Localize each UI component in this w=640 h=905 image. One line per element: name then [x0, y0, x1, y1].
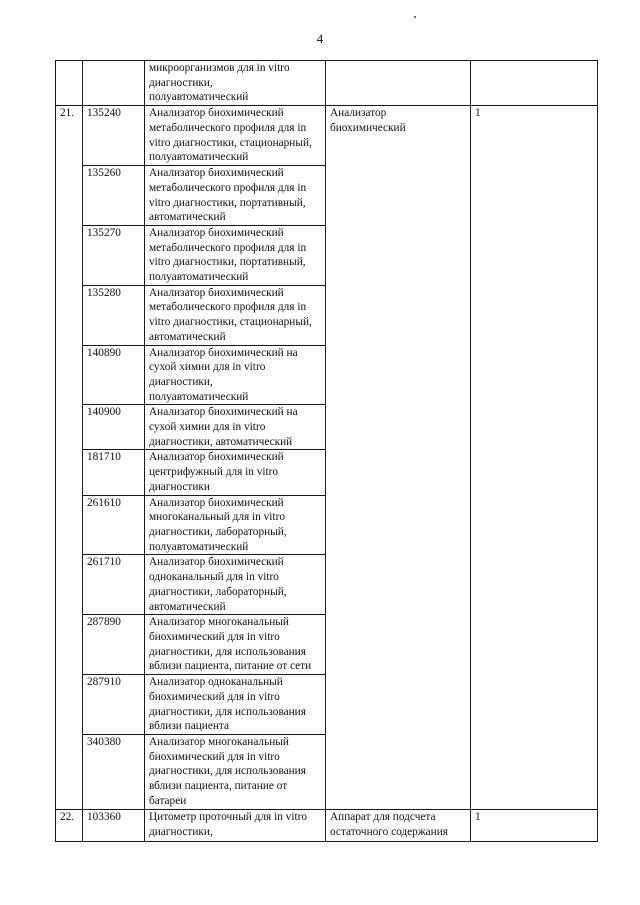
item-name: Анализатор биохимический одноканальный для in vitro диагностики, лабораторный, автоматический: [149, 556, 287, 613]
item-code: 261710: [87, 556, 121, 569]
item-name: Цитометр проточный для in vitro диагностики,: [149, 811, 308, 838]
item-code: 140890: [87, 346, 121, 359]
group-cell: [326, 61, 471, 106]
scan-speck: [414, 16, 416, 18]
name-cell: [145, 285, 326, 345]
quantity: 1: [475, 107, 481, 120]
code-cell: [83, 166, 145, 226]
item-code: 181710: [87, 451, 121, 464]
name-cell: [145, 450, 326, 495]
equipment-table: [55, 60, 598, 842]
name-cell: [145, 61, 326, 106]
name-cell: [145, 345, 326, 405]
qty-cell: [471, 106, 598, 810]
item-code: 287910: [87, 676, 121, 689]
item-name: Анализатор биохимический метаболического профиля для in vitro диагностики, портативный, автоматический: [149, 167, 307, 224]
group-cell: [326, 106, 471, 810]
name-cell: [145, 225, 326, 285]
table-row-continuation: [56, 61, 598, 106]
name-cell: [145, 615, 326, 675]
row-number: 21.: [60, 107, 75, 120]
code-cell: [83, 615, 145, 675]
code-cell: [83, 555, 145, 615]
code-cell: [83, 285, 145, 345]
item-name: Анализатор биохимический многоканальный для in vitro диагностики, лабораторный, полуавтоматический: [149, 496, 287, 553]
group-name: Анализатор биохимический: [330, 107, 406, 134]
qty-cell: [471, 61, 598, 106]
group-cell: [326, 810, 471, 842]
item-name: Анализатор биохимический метаболического профиля для in vitro диагностики, портативный, полуавтоматический: [149, 226, 307, 284]
item-name: Анализатор биохимический на сухой химии для in vitro диагностики, полуавтоматический: [149, 346, 298, 403]
code-cell: [83, 345, 145, 405]
item-code: 340380: [87, 736, 121, 749]
code-cell: [83, 61, 145, 106]
item-name: Анализатор биохимический метаболического профиля для in vitro диагностики, стационарный, полуавтоматический: [149, 107, 312, 164]
code-cell: [83, 810, 145, 842]
name-cell: [145, 810, 326, 842]
item-code: 287890: [87, 616, 121, 629]
name-text: микроорганизмов для in vitro диагностики, полуавтоматический: [149, 62, 290, 104]
name-cell: [145, 675, 326, 735]
code-cell: [83, 495, 145, 555]
page-number: 4: [316, 31, 324, 46]
code-cell: [83, 106, 145, 166]
code-cell: [83, 225, 145, 285]
name-cell: [145, 735, 326, 810]
table-row: [56, 810, 598, 842]
name-cell: [145, 106, 326, 166]
item-code: 135280: [87, 286, 121, 299]
name-cell: [145, 166, 326, 226]
name-cell: [145, 555, 326, 615]
item-code: 135240: [87, 107, 121, 120]
item-name: Анализатор многоканальный биохимический для in vitro диагностики, для использования вблизи пациента, питание от сети: [149, 616, 312, 673]
qty-cell: [471, 810, 598, 842]
quantity: 1: [475, 811, 481, 824]
name-cell: [145, 495, 326, 555]
num-cell: [56, 810, 83, 842]
item-name: Анализатор биохимический на сухой химии для in vitro диагностики, автоматический: [149, 406, 298, 448]
item-name: Анализатор биохимический метаболического профиля для in vitro диагностики, стационарный, автоматический: [149, 286, 312, 343]
group-name: Аппарат для подсчета остаточного содержания: [330, 811, 448, 838]
table-row: [56, 106, 598, 166]
num-cell: [56, 106, 83, 810]
item-code: 135270: [87, 226, 121, 239]
code-cell: [83, 675, 145, 735]
item-code: 135260: [87, 167, 121, 180]
code-cell: [83, 450, 145, 495]
item-code: 140900: [87, 406, 121, 419]
item-code: 103360: [87, 811, 121, 824]
item-name: Анализатор биохимический центрифужный для in vitro диагностики: [149, 451, 284, 493]
name-cell: [145, 405, 326, 450]
item-code: 261610: [87, 496, 121, 509]
code-cell: [83, 405, 145, 450]
code-cell: [83, 735, 145, 810]
item-name: Анализатор многоканальный биохимический для in vitro диагностики, для использования вблизи пациента, питание от батареи: [149, 736, 306, 807]
item-name: Анализатор одноканальный биохимический для in vitro диагностики, для использования вблизи пациента: [149, 676, 306, 733]
row-number: 22.: [60, 811, 75, 824]
num-cell: [56, 61, 83, 106]
